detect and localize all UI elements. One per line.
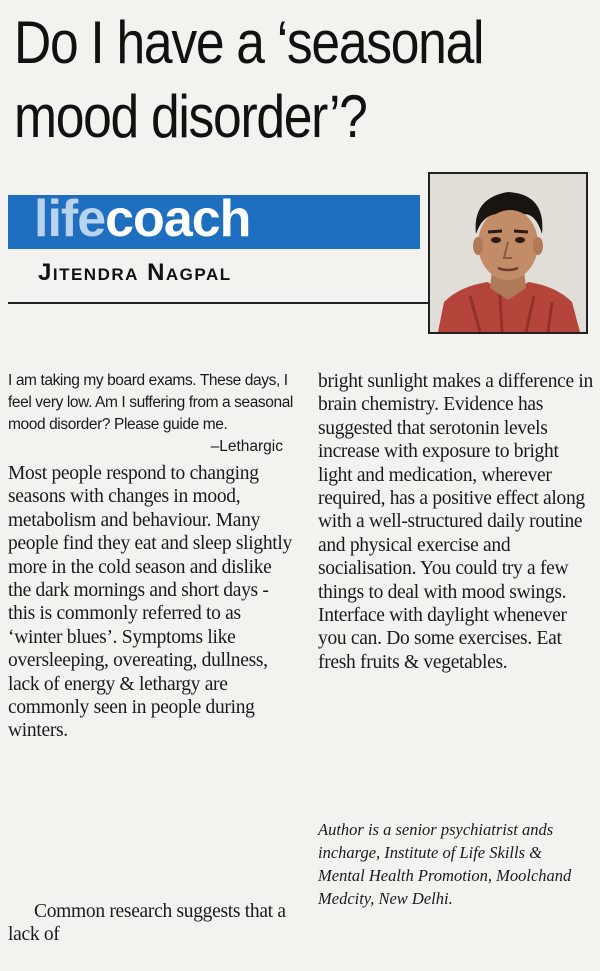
author-note: Author is a senior psychiatrist ands incharge, Institute of Life Skills & Mental Health Promotion, Moolchand Medcity, New Delhi.	[318, 820, 572, 908]
answer-paragraph-1: Most people respond to changing seasons with changes in mood, metabolism and behaviour. Many people find they eat and sleep slightly more in the cold season and dislike the dark mornings and short days - this is commonly referred to as ‘winter blues’. Symptoms like oversleeping, overeating, dullness, lack of energy & lethargy are commonly seen in people during winters.	[8, 463, 292, 742]
answer-paragraph-2-continued: bright sunlight makes a difference in brain chemistry. Evidence has suggested that serotonin levels increase with exposure to bright light and medication, wherever required, has a positive effect along with a well-structured daily routine and physical exercise and socialisation. You could try a few things to deal with mood swings. Interface with daylight whenever you can. Do some exercises. Eat fresh fruits & vegetables.	[318, 371, 594, 673]
portrait-illustration	[430, 174, 586, 332]
divider	[8, 302, 428, 304]
reader-signoff: –Lethargic	[210, 438, 283, 455]
left-column	[8, 370, 293, 743]
column-brand	[34, 189, 250, 249]
right-column	[318, 370, 596, 674]
author-photo	[428, 172, 588, 334]
reader-question: I am taking my board exams. These days, I feel very low. Am I suffering from a seasonal mood disorder? Please guide me.	[8, 372, 293, 433]
brand-life: life	[34, 190, 106, 248]
headline: Do I have a ‘seasonal mood disorder’?	[14, 9, 484, 150]
answer-paragraph-2: Common research suggests that a lack of	[8, 901, 286, 946]
author-byline: Jitendra Nagpal	[38, 259, 232, 286]
brand-coach: coach	[105, 190, 251, 248]
